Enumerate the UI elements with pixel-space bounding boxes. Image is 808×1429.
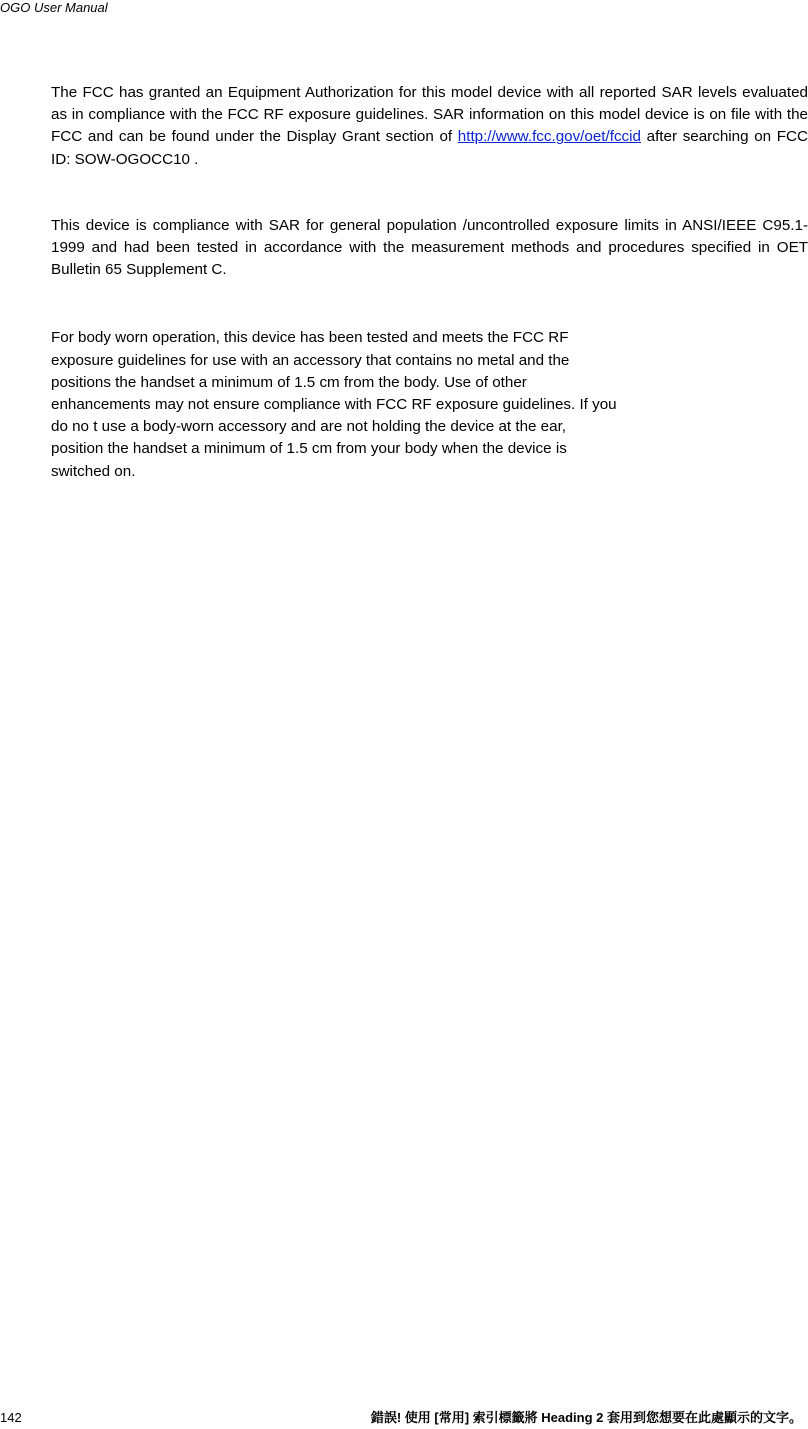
body-worn-line: switched on. — [51, 462, 136, 480]
body-worn-line: exposure guidelines for use with an accessory that contains no metal and the — [51, 351, 570, 369]
body-worn-line: enhancements may not ensure compliance with FCC RF exposure guidelines. If you — [51, 396, 617, 414]
fcc-authorization-text: The FCC has granted an Equipment Authorization for this model device with all reported SAR levels evaluated as in compliance with the FCC RF exposure guidelines. SAR information on this model device is on file with the FCC and can be found under the Display Grant section of — [51, 84, 808, 146]
fcc-id-link[interactable]: http://www.fcc.gov/oet/fccid — [457, 128, 641, 146]
fcc-id-text: after searching on FCC ID: SOW-OGOCC10 . — [51, 128, 808, 168]
manual-title: OGO User Manual — [0, 0, 108, 15]
page-number: 142 — [0, 1410, 22, 1425]
body-worn-paragraph — [51, 327, 808, 482]
body-worn-line: do no t use a body-worn accessory and are not holding the device at the ear, — [51, 418, 567, 436]
fcc-authorization-paragraph — [51, 82, 808, 171]
body-worn-line: For body worn operation, this device has been tested and meets the FCC RF — [51, 329, 569, 347]
page-footer — [0, 1410, 808, 1428]
footer-error-text: 錯誤! 使用 [常用] 索引標籤將 Heading 2 套用到您想要在此處顯示的文字。 — [370, 1410, 802, 1425]
body-worn-line: position the handset a minimum of 1.5 cm from your body when the device is — [51, 440, 567, 458]
document-body — [51, 82, 808, 483]
sar-compliance-paragraph: This device is compliance with SAR for general population /uncontrolled exposure limits in ANSI/IEEE C95.1-1999 and had been tested in accordance with the measurement methods and procedures specified in OET Bulletin 65 Supplement C. — [51, 216, 808, 279]
body-worn-line: positions the handset a minimum of 1.5 cm from the body. Use of other — [51, 373, 527, 391]
